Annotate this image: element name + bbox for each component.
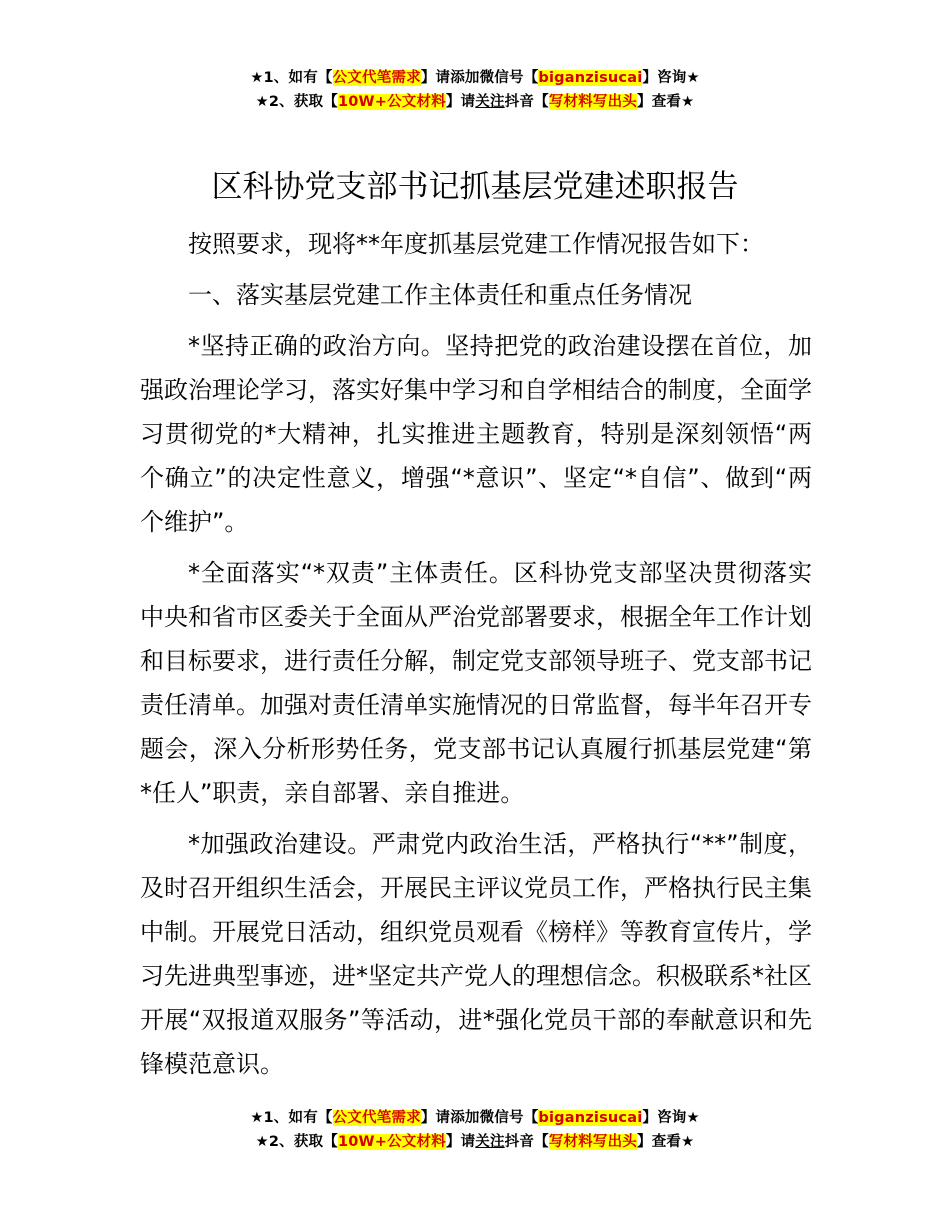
banner-highlight: 10W+公文材料: [337, 1134, 446, 1150]
banner-text: 】请: [445, 94, 476, 110]
banner-text: ★2、获取【: [255, 94, 338, 110]
banner-text: 】咨询★: [642, 70, 700, 86]
banner-text: ★1、如有【: [250, 70, 333, 86]
banner-text: 】查看★: [637, 94, 695, 110]
banner-text: 】咨询★: [642, 1110, 700, 1126]
paragraph: *全面落实“*双责”主体责任。区科协党支部坚决贯彻落实中央和省市区委关于全面从严治党部署要求，根据全年工作计划和目标要求，进行责任分解，制定党支部领导班子、党支部书记责任清单。加强对责任清单实施情况的日常监督，每半年召开专题会，深入分析形势任务，党支部书记认真履行抓基层党建“第*任人”职责，亲自部署、亲自推进。: [140, 559, 812, 807]
banner-highlight: 写材料写出头: [548, 1134, 638, 1150]
banner-text: ★1、如有【: [250, 1110, 333, 1126]
banner-underlined: 关注: [475, 94, 505, 110]
banner-highlight: 公文代笔需求: [332, 70, 421, 86]
paragraph: *坚持正确的政治方向。坚持把党的政治建设摆在首位，加强政治理论学习，落实好集中学习和自学相结合的制度，全面学习贯彻党的*大精神，扎实推进主题教育，特别是深刻领悟“两个确立”的决定性意义，增强“*意识”、坚定“*自信”、做到“两个维护”。: [140, 332, 812, 536]
banner-line-1: [0, 66, 950, 90]
banner-line-2: [0, 1130, 950, 1154]
banner-text: 】请添加微信号【: [420, 1110, 539, 1126]
banner-text: 】查看★: [637, 1134, 695, 1150]
header-banner: [0, 66, 950, 114]
banner-text: 抖音【: [504, 1134, 549, 1150]
banner-highlight: biganzisucai: [538, 1110, 643, 1126]
banner-text: 抖音【: [504, 94, 549, 110]
banner-text: 】请添加微信号【: [420, 70, 539, 86]
document-title: 区科协党支部书记抓基层党建述职报告: [211, 169, 739, 205]
paragraph: *加强政治建设。严肃党内政治生活，严格执行“**”制度，及时召开组织生活会，开展民主评议党员工作，严格执行民主集中制。开展党日活动，组织党员观看《榜样》等教育宣传片，学习先进典型事迹，进*坚定共产党人的理想信念。积极联系*社区开展“双报道双服务”等活动，进*强化党员干部的奉献意识和先锋模范意识。: [140, 830, 812, 1078]
footer-banner: [0, 1106, 950, 1154]
banner-line-2: [0, 90, 950, 114]
document-body: [140, 222, 812, 1086]
banner-line-1: [0, 1106, 950, 1130]
banner-highlight: 10W+公文材料: [337, 94, 446, 110]
section-heading: 一、落实基层党建工作主体责任和重点任务情况: [188, 281, 692, 309]
banner-text: ★2、获取【: [255, 1134, 338, 1150]
banner-highlight: 写材料写出头: [548, 94, 638, 110]
banner-text: 】请: [445, 1134, 476, 1150]
banner-highlight: biganzisucai: [538, 70, 643, 86]
banner-underlined: 关注: [475, 1134, 505, 1150]
paragraph-intro: 按照要求，现将**年度抓基层党建工作情况报告如下：: [188, 230, 764, 258]
banner-highlight: 公文代笔需求: [332, 1110, 421, 1126]
